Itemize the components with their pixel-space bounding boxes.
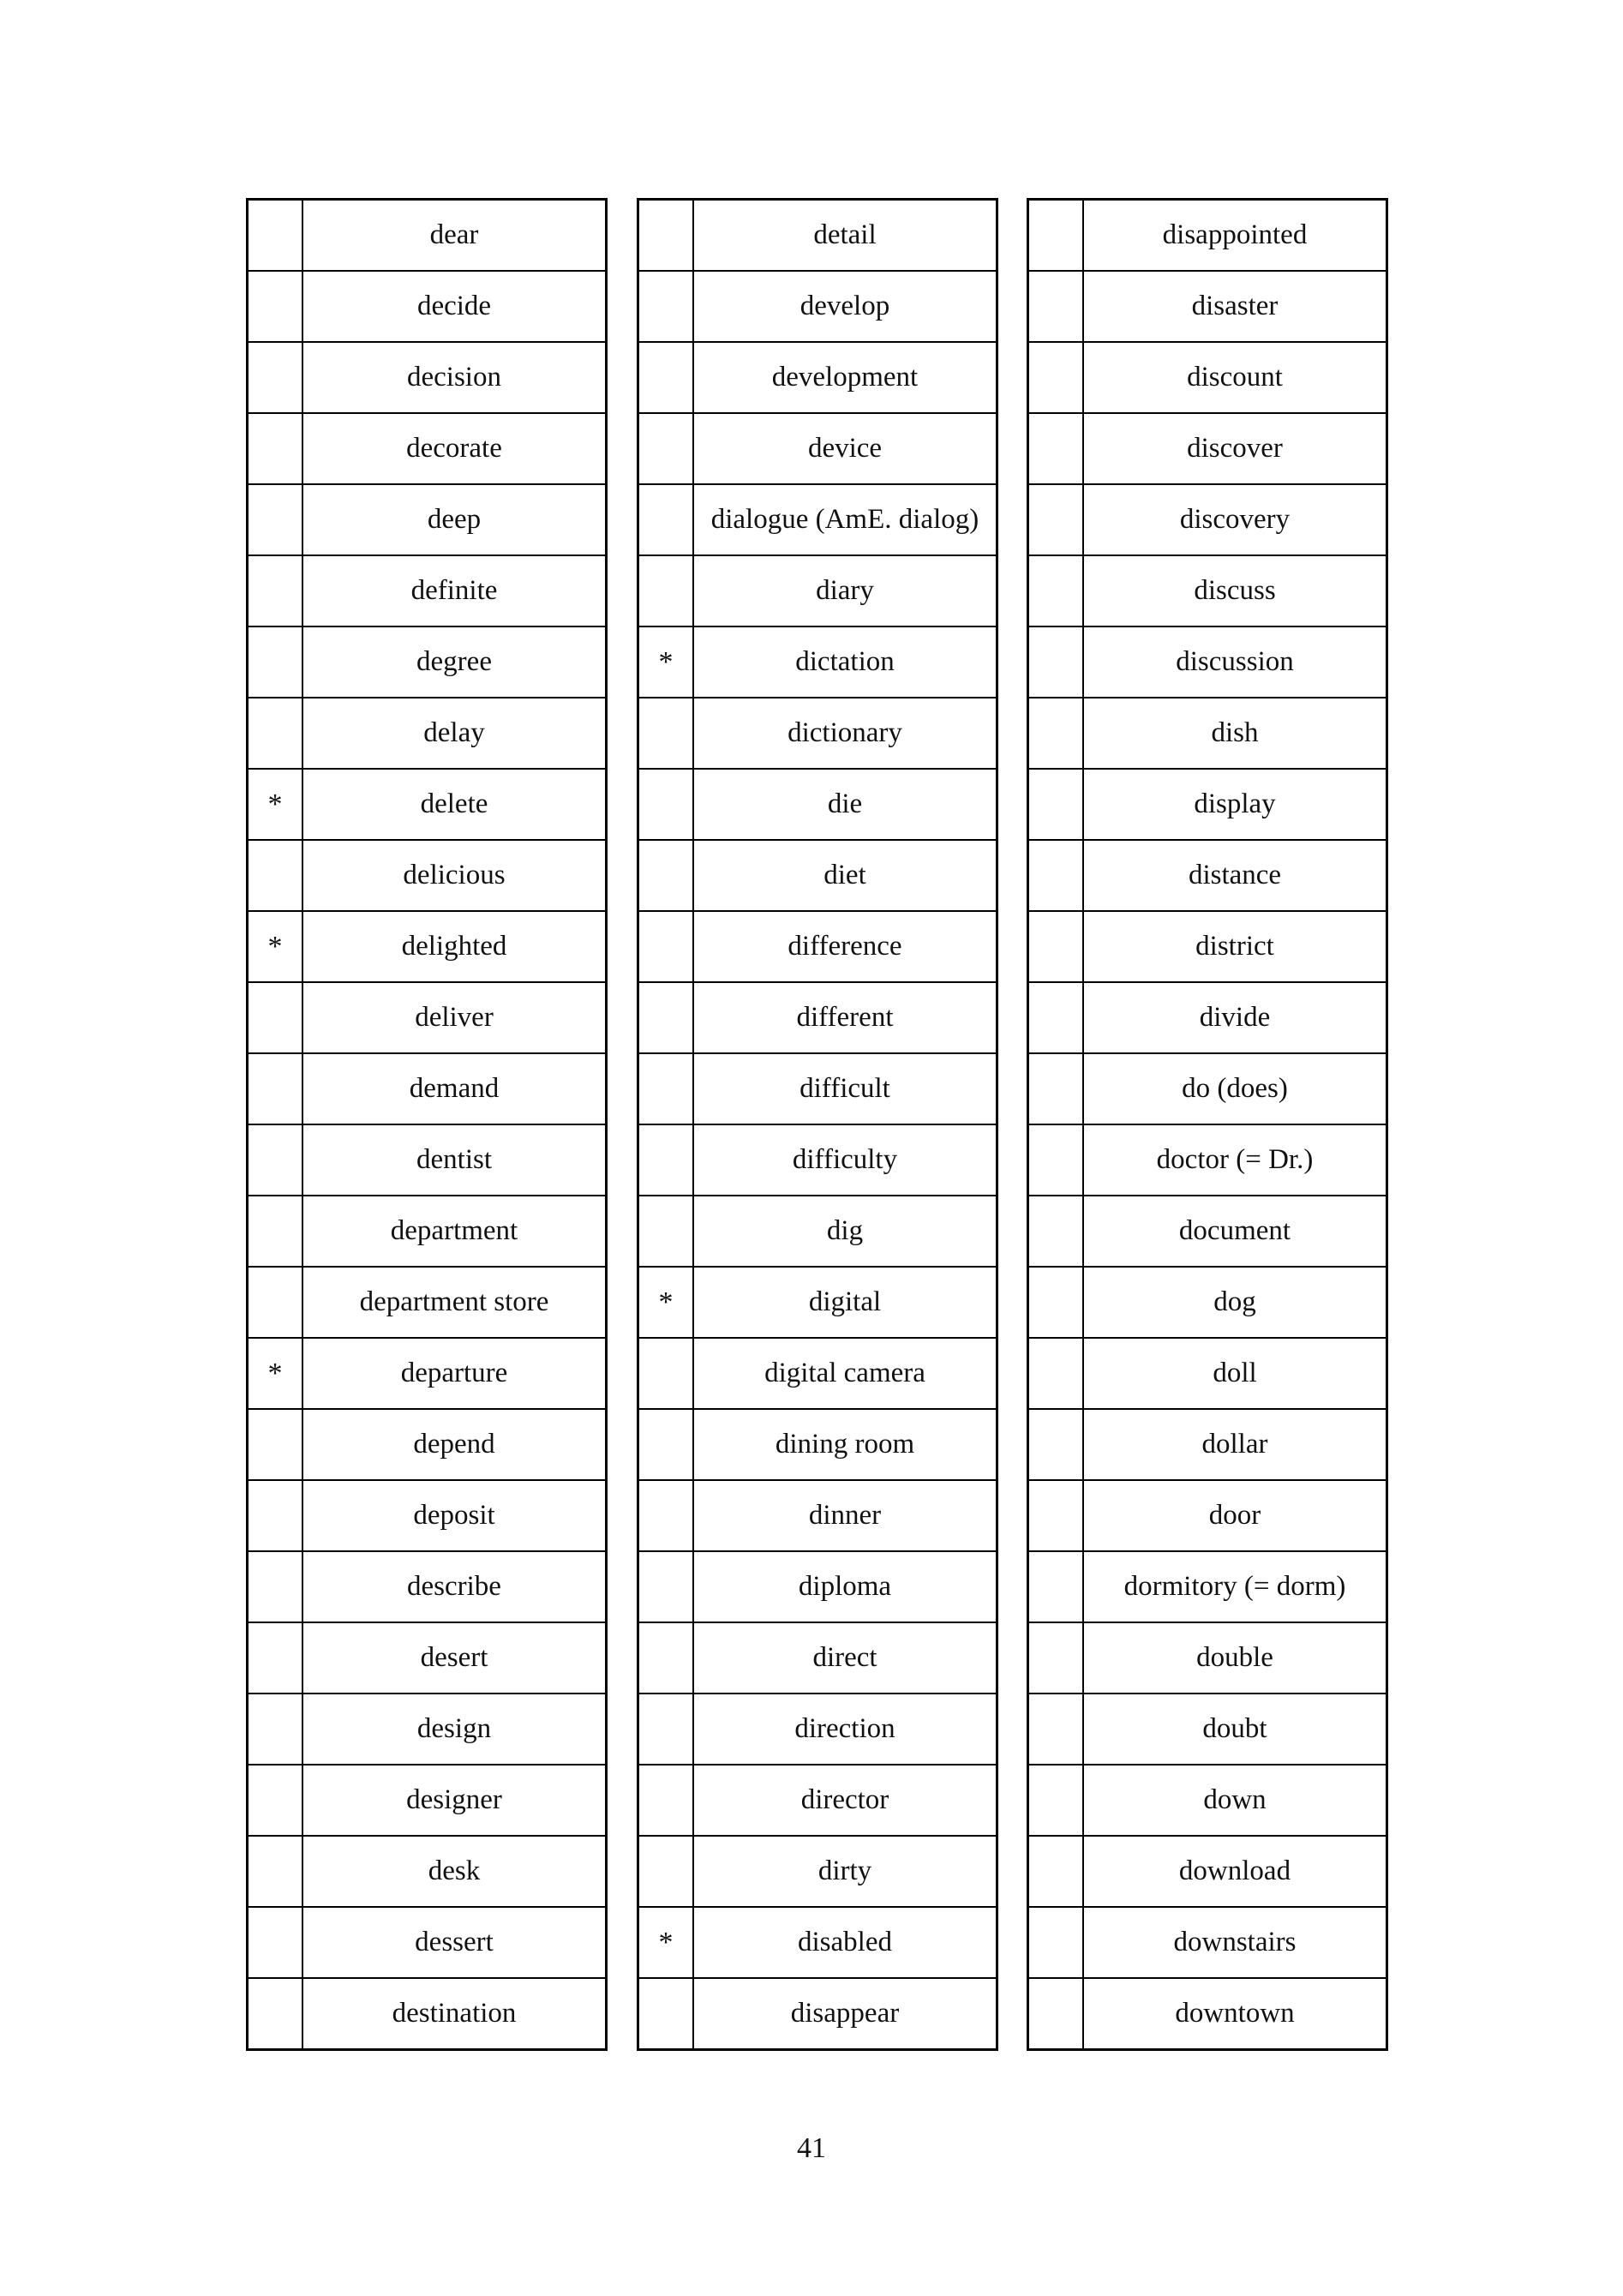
table-row	[1028, 1409, 1387, 1480]
word-cell: doctor (= Dr.)	[1083, 1124, 1387, 1196]
table-row	[248, 626, 607, 698]
table-row	[1028, 1053, 1387, 1124]
word-cell: detail	[693, 200, 997, 272]
mark-cell	[1028, 1338, 1084, 1409]
table-row	[1028, 1978, 1387, 2050]
word-cell: director	[693, 1765, 997, 1836]
word-cell: departure	[302, 1338, 607, 1409]
mark-cell	[248, 1267, 303, 1338]
table-row	[248, 1267, 607, 1338]
table-row	[1028, 1196, 1387, 1267]
table-row	[248, 840, 607, 911]
word-cell: degree	[302, 626, 607, 698]
word-table-column-1	[246, 198, 608, 2051]
table-row	[638, 200, 997, 272]
mark-cell	[638, 1622, 694, 1694]
mark-cell	[1028, 982, 1084, 1053]
word-cell: downtown	[1083, 1978, 1387, 2050]
mark-cell	[248, 1836, 303, 1907]
word-cell: direction	[693, 1694, 997, 1765]
word-cell: display	[1083, 769, 1387, 840]
mark-cell	[248, 1124, 303, 1196]
mark-cell	[248, 271, 303, 342]
mark-cell	[638, 1480, 694, 1551]
word-cell: dentist	[302, 1124, 607, 1196]
word-cell: depend	[302, 1409, 607, 1480]
table-row	[248, 413, 607, 484]
page-number: 41	[797, 2132, 826, 2164]
table-row	[248, 1409, 607, 1480]
mark-cell	[638, 484, 694, 555]
mark-cell	[248, 1907, 303, 1978]
word-cell: dear	[302, 200, 607, 272]
word-cell: difficulty	[693, 1124, 997, 1196]
table-row	[1028, 1765, 1387, 1836]
word-cell: doubt	[1083, 1694, 1387, 1765]
table-row	[638, 1338, 997, 1409]
table-row	[638, 342, 997, 413]
word-cell: decision	[302, 342, 607, 413]
word-cell: dictionary	[693, 698, 997, 769]
table-row	[248, 271, 607, 342]
table-row	[1028, 271, 1387, 342]
mark-cell	[1028, 840, 1084, 911]
mark-cell	[638, 840, 694, 911]
word-cell: dirty	[693, 1836, 997, 1907]
table-row	[1028, 1836, 1387, 1907]
table-row	[248, 200, 607, 272]
mark-cell	[248, 982, 303, 1053]
mark-cell	[1028, 1053, 1084, 1124]
mark-cell: *	[638, 1267, 694, 1338]
table-row	[638, 1267, 997, 1338]
mark-cell	[248, 200, 303, 272]
mark-cell	[248, 1978, 303, 2050]
mark-cell	[1028, 342, 1084, 413]
word-cell: decide	[302, 271, 607, 342]
mark-cell	[248, 1765, 303, 1836]
word-cell: design	[302, 1694, 607, 1765]
table-row	[248, 1765, 607, 1836]
word-cell: dining room	[693, 1409, 997, 1480]
table-row	[638, 1978, 997, 2050]
word-cell: dish	[1083, 698, 1387, 769]
mark-cell	[638, 1551, 694, 1622]
table-row	[638, 1409, 997, 1480]
word-cell: down	[1083, 1765, 1387, 1836]
mark-cell	[1028, 1622, 1084, 1694]
table-row	[248, 1694, 607, 1765]
table-row	[638, 626, 997, 698]
mark-cell	[1028, 1551, 1084, 1622]
mark-cell	[1028, 911, 1084, 982]
table-row	[1028, 1551, 1387, 1622]
mark-cell	[248, 1480, 303, 1551]
mark-cell	[638, 413, 694, 484]
table-row	[1028, 1907, 1387, 1978]
table-row	[1028, 1267, 1387, 1338]
mark-cell	[1028, 1907, 1084, 1978]
table-row	[248, 698, 607, 769]
word-cell: discovery	[1083, 484, 1387, 555]
word-cell: district	[1083, 911, 1387, 982]
mark-cell: *	[638, 626, 694, 698]
table-row	[638, 1622, 997, 1694]
table-row	[638, 1836, 997, 1907]
table-row	[638, 1480, 997, 1551]
table-row	[248, 342, 607, 413]
word-cell: downstairs	[1083, 1907, 1387, 1978]
mark-cell	[638, 1409, 694, 1480]
word-cell: discover	[1083, 413, 1387, 484]
word-cell: demand	[302, 1053, 607, 1124]
word-cell: digital	[693, 1267, 997, 1338]
table-row	[1028, 200, 1387, 272]
mark-cell	[248, 626, 303, 698]
word-cell: destination	[302, 1978, 607, 2050]
table-row	[1028, 982, 1387, 1053]
table-row	[638, 1551, 997, 1622]
word-cell: dialogue (AmE. dialog)	[693, 484, 997, 555]
mark-cell	[248, 342, 303, 413]
mark-cell	[248, 484, 303, 555]
word-cell: diet	[693, 840, 997, 911]
word-cell: doll	[1083, 1338, 1387, 1409]
mark-cell	[638, 1053, 694, 1124]
word-cell: different	[693, 982, 997, 1053]
table-row	[248, 1124, 607, 1196]
table-row	[638, 698, 997, 769]
mark-cell: *	[638, 1907, 694, 1978]
word-cell: delay	[302, 698, 607, 769]
word-cell: dessert	[302, 1907, 607, 1978]
word-cell: dog	[1083, 1267, 1387, 1338]
mark-cell	[1028, 484, 1084, 555]
mark-cell: *	[248, 769, 303, 840]
table-row	[638, 911, 997, 982]
table-row	[1028, 911, 1387, 982]
word-cell: distance	[1083, 840, 1387, 911]
mark-cell	[248, 1409, 303, 1480]
mark-cell	[248, 1694, 303, 1765]
word-cell: difference	[693, 911, 997, 982]
word-cell: desert	[302, 1622, 607, 1694]
table-row	[1028, 1694, 1387, 1765]
word-cell: disabled	[693, 1907, 997, 1978]
table-row	[248, 1551, 607, 1622]
word-cell: double	[1083, 1622, 1387, 1694]
word-cell: download	[1083, 1836, 1387, 1907]
word-cell: designer	[302, 1765, 607, 1836]
word-cell: department store	[302, 1267, 607, 1338]
table-row	[638, 1053, 997, 1124]
word-cell: discount	[1083, 342, 1387, 413]
mark-cell	[1028, 1836, 1084, 1907]
mark-cell	[1028, 271, 1084, 342]
mark-cell	[638, 769, 694, 840]
word-cell: discuss	[1083, 555, 1387, 626]
word-cell: disappear	[693, 1978, 997, 2050]
mark-cell	[1028, 1765, 1084, 1836]
mark-cell	[248, 1551, 303, 1622]
mark-cell	[1028, 698, 1084, 769]
mark-cell	[638, 1765, 694, 1836]
table-row	[1028, 1622, 1387, 1694]
table-row	[1028, 1338, 1387, 1409]
word-cell: describe	[302, 1551, 607, 1622]
word-table-column-3	[1027, 198, 1388, 2051]
word-cell: disappointed	[1083, 200, 1387, 272]
word-cell: dig	[693, 1196, 997, 1267]
mark-cell	[1028, 1978, 1084, 2050]
table-row	[248, 555, 607, 626]
mark-cell	[1028, 413, 1084, 484]
word-cell: disaster	[1083, 271, 1387, 342]
word-cell: delighted	[302, 911, 607, 982]
table-row	[638, 1196, 997, 1267]
table-row	[248, 1053, 607, 1124]
table-row	[248, 1622, 607, 1694]
word-cell: development	[693, 342, 997, 413]
mark-cell	[638, 1196, 694, 1267]
mark-cell	[638, 982, 694, 1053]
table-row	[1028, 1480, 1387, 1551]
word-cell: develop	[693, 271, 997, 342]
table-row	[248, 1836, 607, 1907]
mark-cell: *	[248, 1338, 303, 1409]
table-row	[1028, 840, 1387, 911]
mark-cell	[638, 342, 694, 413]
table-row	[1028, 413, 1387, 484]
table-row	[638, 1694, 997, 1765]
mark-cell	[638, 1694, 694, 1765]
table-row	[248, 1480, 607, 1551]
word-cell: digital camera	[693, 1338, 997, 1409]
word-cell: door	[1083, 1480, 1387, 1551]
mark-cell	[248, 1053, 303, 1124]
word-cell: document	[1083, 1196, 1387, 1267]
mark-cell	[638, 271, 694, 342]
word-cell: decorate	[302, 413, 607, 484]
table-row	[638, 271, 997, 342]
word-cell: discussion	[1083, 626, 1387, 698]
word-cell: deep	[302, 484, 607, 555]
mark-cell	[638, 1978, 694, 2050]
word-cell: dollar	[1083, 1409, 1387, 1480]
mark-cell	[248, 555, 303, 626]
word-cell: direct	[693, 1622, 997, 1694]
table-row	[1028, 1124, 1387, 1196]
table-row	[248, 982, 607, 1053]
mark-cell	[638, 1836, 694, 1907]
mark-cell	[638, 200, 694, 272]
mark-cell	[638, 555, 694, 626]
word-cell: dormitory (= dorm)	[1083, 1551, 1387, 1622]
mark-cell	[248, 1622, 303, 1694]
table-row	[248, 911, 607, 982]
table-row	[248, 484, 607, 555]
word-cell: department	[302, 1196, 607, 1267]
word-cell: die	[693, 769, 997, 840]
mark-cell	[248, 698, 303, 769]
table-row	[1028, 769, 1387, 840]
mark-cell	[248, 840, 303, 911]
table-row	[248, 1196, 607, 1267]
table-row	[248, 1338, 607, 1409]
word-cell: difficult	[693, 1053, 997, 1124]
table-row	[1028, 626, 1387, 698]
mark-cell	[248, 413, 303, 484]
table-row	[638, 1765, 997, 1836]
word-cell: dinner	[693, 1480, 997, 1551]
table-row	[1028, 555, 1387, 626]
word-table-column-2	[637, 198, 998, 2051]
word-cell: deposit	[302, 1480, 607, 1551]
mark-cell	[1028, 769, 1084, 840]
table-row	[638, 769, 997, 840]
word-cell: diary	[693, 555, 997, 626]
table-row	[638, 1124, 997, 1196]
table-row	[248, 1978, 607, 2050]
mark-cell	[638, 1338, 694, 1409]
word-cell: device	[693, 413, 997, 484]
mark-cell	[638, 698, 694, 769]
word-cell: delicious	[302, 840, 607, 911]
table-row	[638, 484, 997, 555]
mark-cell	[1028, 1196, 1084, 1267]
word-cell: desk	[302, 1836, 607, 1907]
table-row	[1028, 484, 1387, 555]
word-cell: delete	[302, 769, 607, 840]
table-row	[248, 1907, 607, 1978]
word-cell: diploma	[693, 1551, 997, 1622]
table-row	[1028, 698, 1387, 769]
mark-cell	[638, 1124, 694, 1196]
mark-cell	[1028, 1267, 1084, 1338]
table-row	[638, 1907, 997, 1978]
table-row	[638, 982, 997, 1053]
word-cell: dictation	[693, 626, 997, 698]
word-cell: do (does)	[1083, 1053, 1387, 1124]
mark-cell: *	[248, 911, 303, 982]
table-row	[1028, 342, 1387, 413]
word-cell: definite	[302, 555, 607, 626]
word-cell: deliver	[302, 982, 607, 1053]
table-row	[248, 769, 607, 840]
table-row	[638, 555, 997, 626]
mark-cell	[248, 1196, 303, 1267]
mark-cell	[1028, 1124, 1084, 1196]
mark-cell	[1028, 1409, 1084, 1480]
table-row	[638, 840, 997, 911]
mark-cell	[1028, 200, 1084, 272]
mark-cell	[1028, 626, 1084, 698]
mark-cell	[1028, 1480, 1084, 1551]
mark-cell	[638, 911, 694, 982]
mark-cell	[1028, 1694, 1084, 1765]
word-cell: divide	[1083, 982, 1387, 1053]
mark-cell	[1028, 555, 1084, 626]
table-row	[638, 413, 997, 484]
